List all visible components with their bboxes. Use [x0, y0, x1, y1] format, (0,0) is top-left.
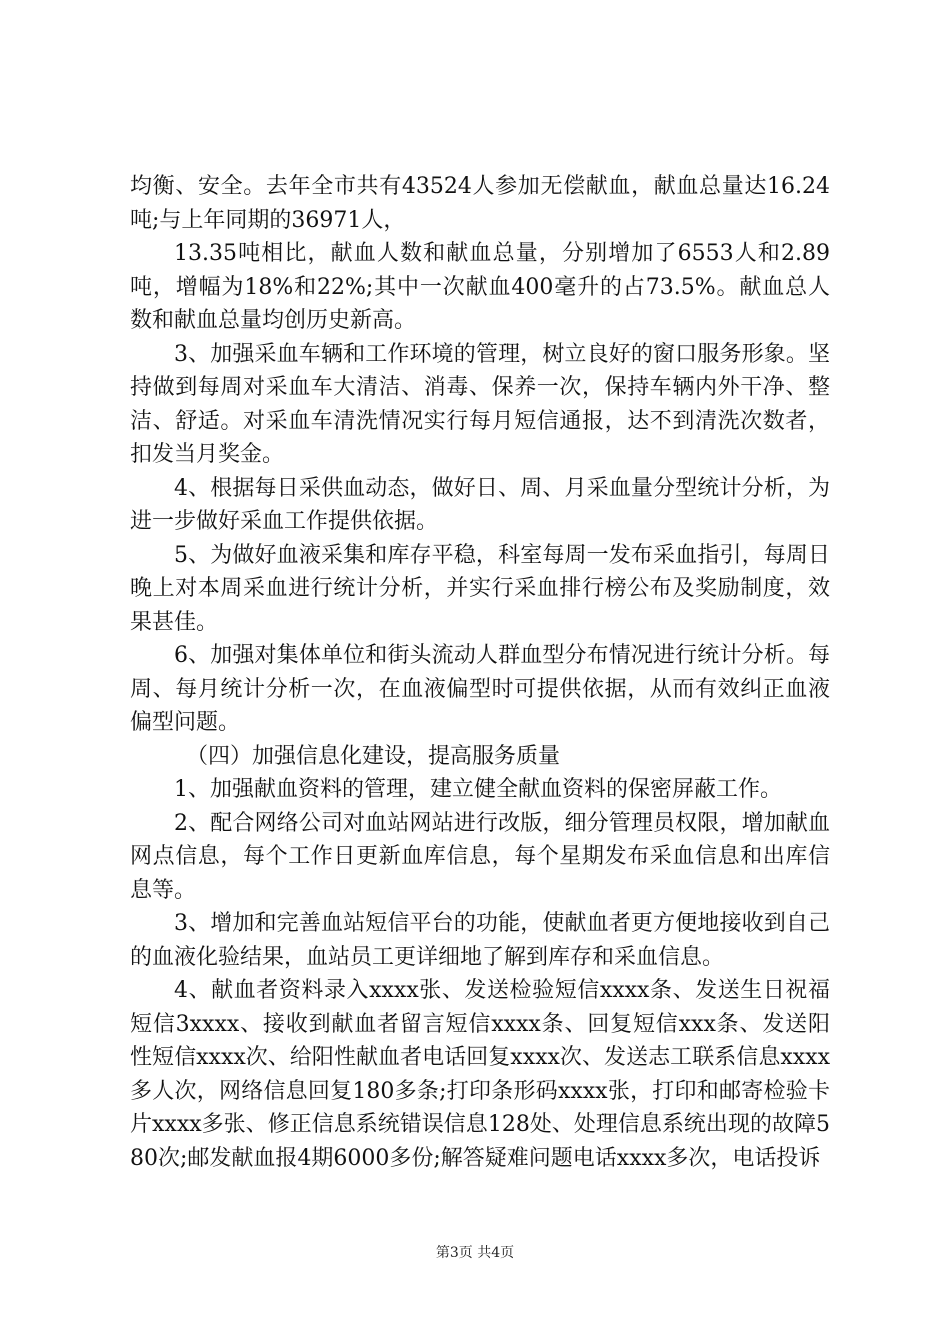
paragraph-3: 3、加强采血车辆和工作环境的管理，树立良好的窗口服务形象。坚持做到每周对采血车大清洁、消毒、保养一次，保持车辆内外干净、整洁、舒适。对采血车清洗情况实行每月短信通报，达不到清洗次数者，扣发当月奖金。 — [130, 341, 830, 467]
paragraph-8: 2、配合网络公司对血站网站进行改版，细分管理员权限，增加献血网点信息，每个工作日更新血库信息，每个星期发布采血信息和出库信息等。 — [130, 810, 830, 903]
paragraph-7: 1、加强献血资料的管理，建立健全献血资料的保密屏蔽工作。 — [174, 777, 782, 802]
paragraph-9: 3、增加和完善血站短信平台的功能，使献血者更方便地接收到自己的血液化验结果，血站员工更详细地了解到库存和采血信息。 — [130, 911, 830, 970]
document-body — [130, 170, 830, 1175]
paragraph-5: 5、为做好血液采集和库存平稳，科室每周一发布采血指引，每周日晚上对本周采血进行统计分析，并实行采血排行榜公布及奖励制度，效果甚佳。 — [130, 542, 830, 635]
section-heading: （四）加强信息化建设，提高服务质量 — [186, 743, 561, 769]
paragraph-1: 均衡、安全。去年全市共有43524人参加无偿献血，献血总量达16.24吨;与上年同期的36971人， — [130, 174, 830, 233]
page-number-footer: 第3页 共4页 — [435, 1245, 515, 1261]
paragraph-2: 13.35吨相比，献血人数和献血总量，分别增加了6553人和2.89吨，增幅为18%和22%;其中一次献血400毫升的占73.5%。献血总人数和献血总量均创历史新高。 — [130, 241, 830, 333]
paragraph-4: 4、根据每日采供血动态，做好日、周、月采血量分型统计分析，为进一步做好采血工作提供依据。 — [130, 475, 830, 534]
paragraph-6: 6、加强对集体单位和街头流动人群血型分布情况进行统计分析。每周、每月统计分析一次，在血液偏型时可提供依据，从而有效纠正血液偏型问题。 — [130, 643, 830, 735]
paragraph-10: 4、献血者资料录入xxxx张、发送检验短信xxxx条、发送生日祝福短信3xxxx、接收到献血者留言短信xxxx条、回复短信xxx条、发送阳性短信xxxx次、给阳性献血者电话回复xxxx次、发送志工联系信息xxxx多人次，网络信息回复180多条;打印条形码xxxx张，打印和邮寄检验卡片xxxx多张、修正信息系统错误信息128处、处理信息系统出现的故障580次;邮发献血报4期6000多份;解答疑难问题电话xxxx多次，电话投诉 — [130, 978, 830, 1171]
